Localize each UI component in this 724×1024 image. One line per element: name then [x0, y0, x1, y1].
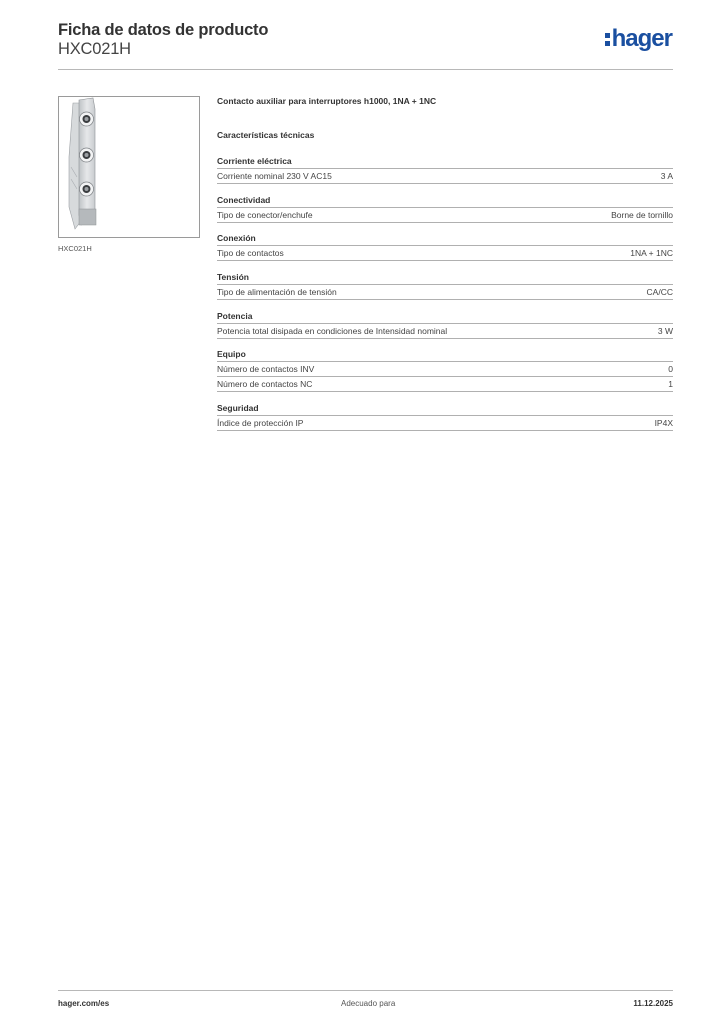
section-power [217, 310, 673, 339]
section-title: Tensión [217, 271, 673, 285]
spec-value: 3 A [660, 171, 673, 181]
spec-value: Borne de tornillo [611, 210, 673, 220]
technical-characteristics-heading: Características técnicas [217, 130, 315, 140]
spec-value: 1NA + 1NC [630, 248, 673, 258]
section-title: Seguridad [217, 402, 673, 416]
section-electric-current [217, 155, 673, 184]
spec-value: 0 [668, 364, 673, 374]
auxiliary-contact-illustration [59, 97, 199, 237]
spec-row [217, 246, 673, 261]
section-connectivity [217, 194, 673, 223]
logo-dots-icon [605, 29, 611, 47]
spec-label: Tipo de alimentación de tensión [217, 287, 337, 297]
hager-logo [605, 25, 672, 53]
spec-row [217, 377, 673, 392]
spec-label: Tipo de conector/enchufe [217, 210, 313, 220]
footer-note: Adecuado para [341, 999, 396, 1008]
footer-date: 11.12.2025 [633, 999, 673, 1008]
page-footer [58, 990, 673, 1021]
spec-label: Índice de protección IP [217, 418, 304, 428]
spec-label: Corriente nominal 230 V AC15 [217, 171, 332, 181]
spec-value: 1 [668, 379, 673, 389]
spec-value: 3 W [657, 326, 673, 336]
page-title: Ficha de datos de producto [58, 21, 269, 39]
section-title: Corriente eléctrica [217, 155, 673, 169]
spec-value: CA/CC [646, 287, 673, 297]
spec-row [217, 324, 673, 339]
spec-label: Número de contactos NC [217, 379, 313, 389]
section-title: Potencia [217, 310, 673, 324]
spec-row [217, 362, 673, 377]
spec-row [217, 169, 673, 184]
spec-row [217, 285, 673, 300]
section-equipment [217, 348, 673, 392]
section-title: Conexión [217, 232, 673, 246]
spec-label: Potencia total disipada en condiciones de Intensidad nominal [217, 326, 448, 336]
spec-row [217, 208, 673, 223]
spec-label: Número de contactos INV [217, 364, 315, 374]
spec-value: IP4X [654, 418, 673, 428]
product-code: HXC021H [58, 40, 131, 58]
section-title: Equipo [217, 348, 673, 362]
page-header [58, 21, 673, 70]
image-caption: HXC021H [58, 244, 92, 253]
section-safety [217, 402, 673, 431]
product-image [58, 96, 200, 238]
section-title: Conectividad [217, 194, 673, 208]
spec-row [217, 416, 673, 431]
logo-text: hager [611, 25, 672, 52]
website-link[interactable]: hager.com/es [58, 999, 110, 1008]
section-voltage [217, 271, 673, 300]
product-description: Contacto auxiliar para interruptores h1000, 1NA + 1NC [217, 96, 437, 106]
spec-label: Tipo de contactos [217, 248, 284, 258]
section-connection [217, 232, 673, 261]
